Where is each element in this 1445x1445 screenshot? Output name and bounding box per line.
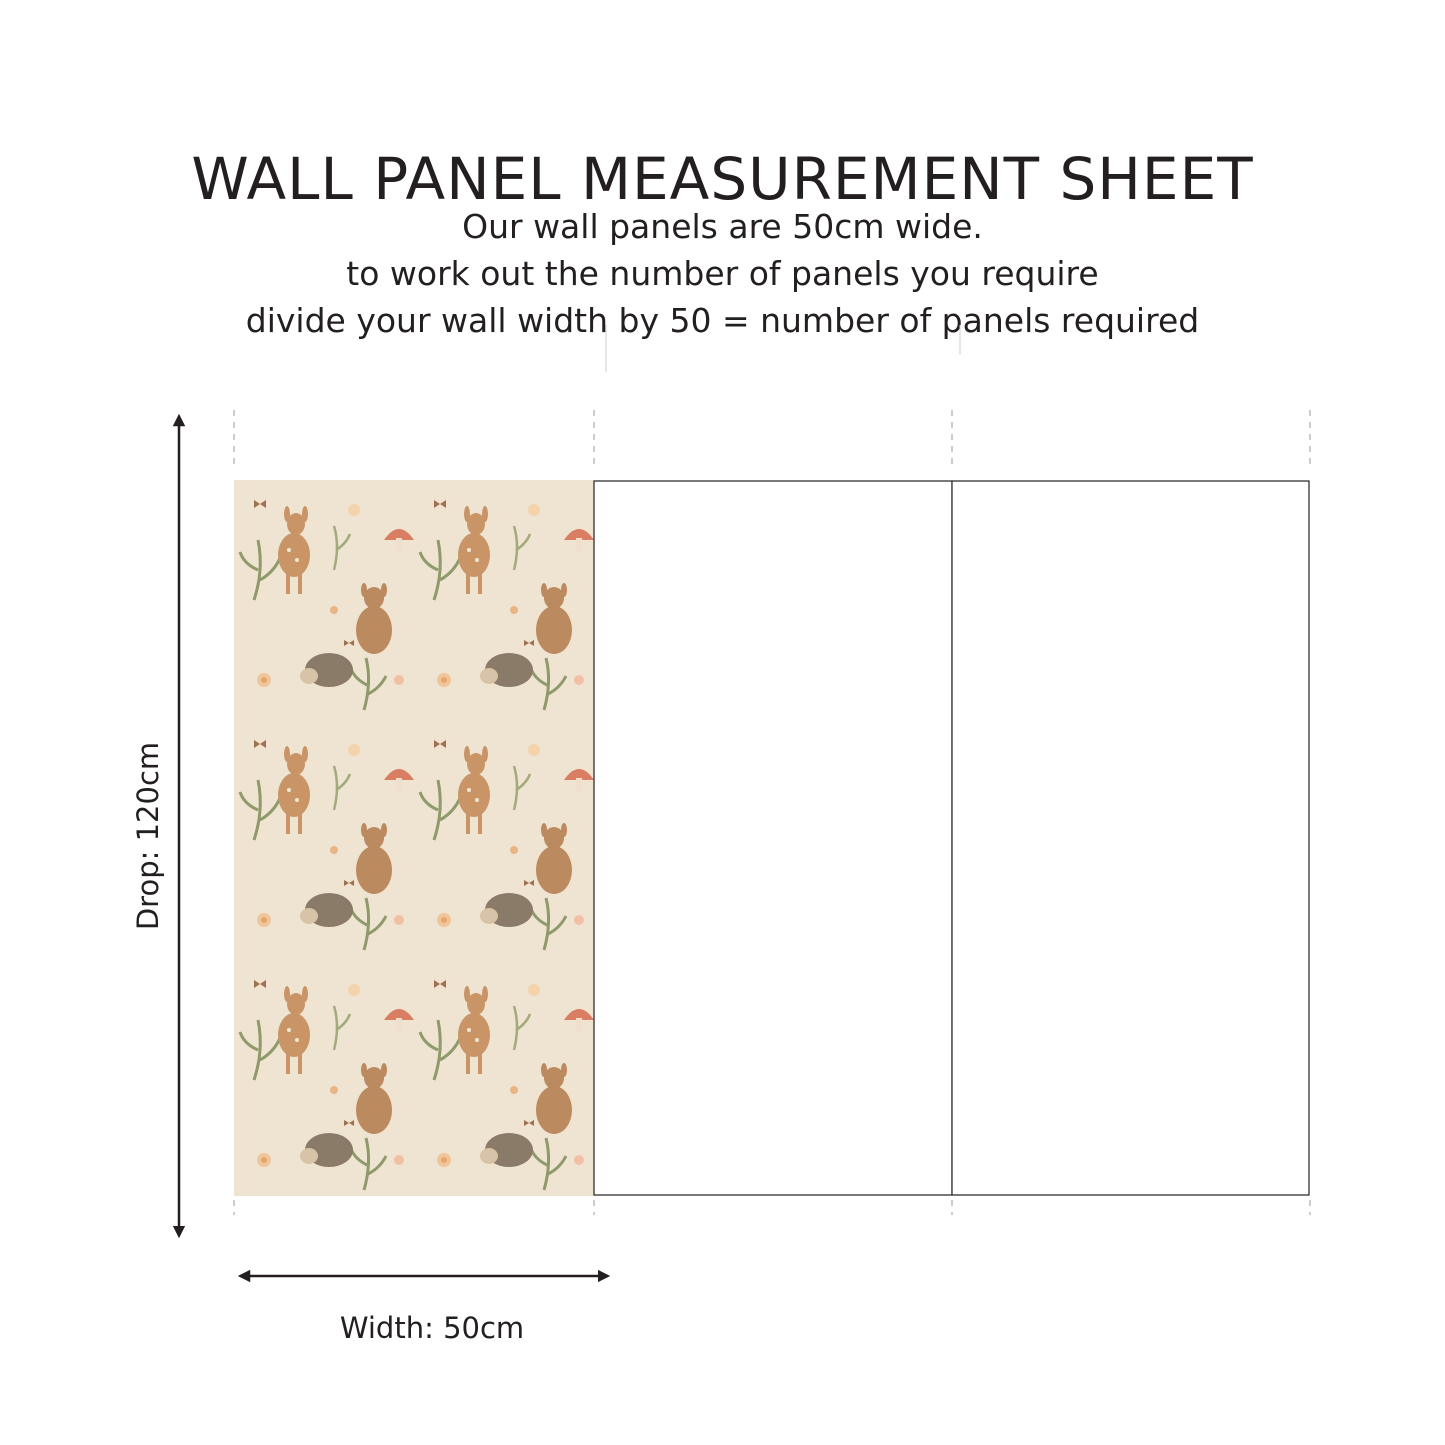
- sheet-title: WALL PANEL MEASUREMENT SHEET: [191, 144, 1254, 213]
- blank-panel-3: [952, 481, 1309, 1195]
- drop-label: Drop: 120cm: [131, 741, 165, 931]
- patterned-panel: [234, 480, 594, 1196]
- width-label: Width: 50cm: [339, 1311, 525, 1345]
- blank-panel-2: [594, 481, 952, 1195]
- instruction-line-2: to work out the number of panels you require: [346, 254, 1099, 293]
- instruction-line-1: Our wall panels are 50cm wide.: [462, 207, 983, 246]
- instruction-line-3: divide your wall width by 50 = number of panels required: [245, 301, 1200, 340]
